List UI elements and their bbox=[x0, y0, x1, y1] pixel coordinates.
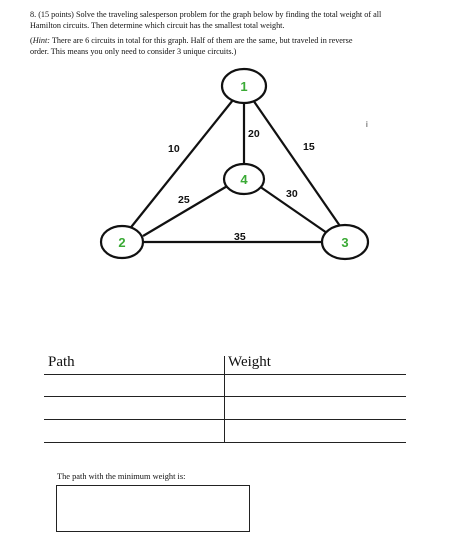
hint-open-paren: ( bbox=[30, 36, 33, 45]
node-4-label: 4 bbox=[240, 172, 248, 187]
min-path-label: The path with the minimum weight is: bbox=[57, 472, 186, 481]
row-rule-3 bbox=[44, 442, 406, 443]
row-rule-2 bbox=[44, 419, 406, 420]
edge-3-4-weight: 30 bbox=[286, 188, 298, 200]
column-divider bbox=[224, 356, 225, 442]
circuit-table bbox=[44, 354, 406, 444]
edge-1-2-weight: 10 bbox=[168, 143, 180, 155]
edge-1-3-weight: 15 bbox=[303, 141, 315, 153]
edge-2-3-weight: 35 bbox=[234, 231, 246, 243]
edge-2-4 bbox=[143, 185, 229, 236]
hint-line-2: order. This means you only need to consider 3 unique circuits.) bbox=[30, 47, 237, 56]
hint-label: Hint: bbox=[32, 36, 51, 45]
edge-1-2 bbox=[128, 100, 233, 231]
problem-line-1: 8. (15 points) Solve the traveling salesperson problem for the graph below by finding the total weight of all bbox=[30, 10, 382, 19]
node-1-label: 1 bbox=[240, 79, 248, 94]
node-3-label: 3 bbox=[341, 235, 349, 250]
hint-line-1: There are 6 circuits in total for this graph. Half of them are the same, but traveled in reverse bbox=[50, 36, 353, 45]
node-2-label: 2 bbox=[118, 235, 126, 250]
stray-mark: i bbox=[366, 120, 368, 129]
edge-1-3 bbox=[253, 100, 340, 226]
row-rule-1 bbox=[44, 396, 406, 397]
path-column-header: Path bbox=[48, 354, 75, 370]
answer-box[interactable] bbox=[56, 485, 250, 532]
edge-2-4-weight: 25 bbox=[178, 194, 190, 206]
edge-1-4-weight: 20 bbox=[248, 128, 260, 140]
problem-line-2: Hamilton circuits. Then determine which circuit has the smallest total weight. bbox=[30, 21, 285, 30]
header-rule bbox=[44, 374, 406, 375]
weight-column-header: Weight bbox=[228, 354, 271, 370]
